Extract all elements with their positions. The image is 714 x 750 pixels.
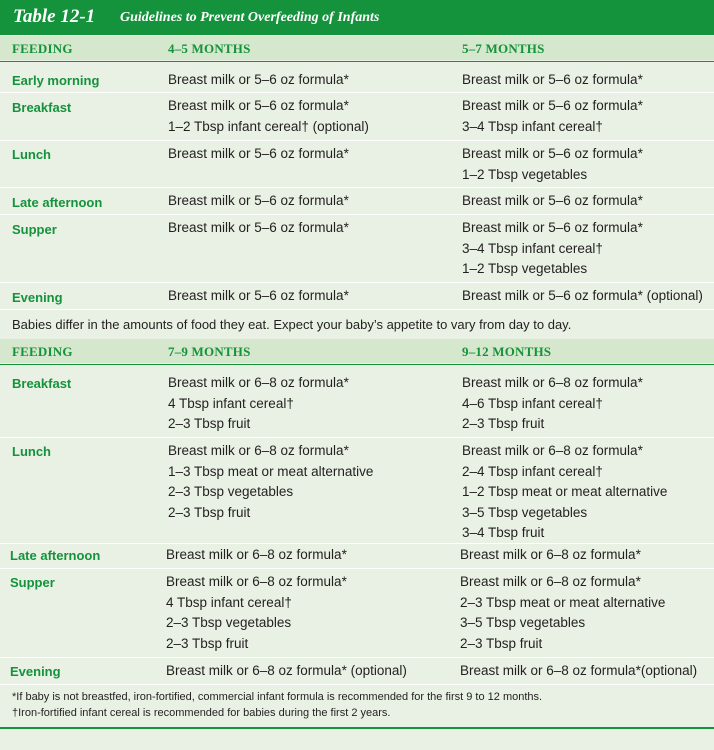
cell-supper-9-12	[460, 572, 665, 654]
cell-line: Breast milk or 5–6 oz formula*	[168, 193, 349, 208]
row-label-late-afternoon: Late afternoon	[10, 548, 101, 563]
cell-line: 4–6 Tbsp infant cereal†	[462, 395, 603, 411]
row-label-evening: Evening	[10, 664, 61, 679]
cell-line: Breast milk or 5–6 oz formula*	[168, 288, 349, 303]
cell-lunch-7-9	[168, 441, 373, 523]
cell-line: 2–3 Tbsp fruit	[168, 416, 251, 431]
cell-line: 2–3 Tbsp fruit	[462, 416, 545, 431]
cell-line: Breast milk or 6–8 oz formula*	[166, 574, 347, 589]
cell-line: 3–4 Tbsp infant cereal†	[462, 118, 603, 134]
cell-line: 4 Tbsp infant cereal†	[166, 594, 292, 610]
cell-breakfast-7-9	[168, 373, 349, 435]
cell-early-morning-4-5	[168, 70, 349, 91]
cell-line: Breast milk or 6–8 oz formula*	[168, 443, 349, 458]
row-label-evening: Evening	[12, 290, 63, 305]
cell-line: 1–3 Tbsp meat or meat alternative	[168, 463, 374, 479]
row-divider	[0, 309, 714, 310]
cell-late-afternoon-5-7	[462, 191, 643, 212]
cell-evening-7-9	[166, 661, 407, 682]
row-divider	[0, 282, 714, 283]
cell-breakfast-5-7	[462, 96, 643, 137]
cell-supper-5-7	[462, 218, 643, 280]
cell-line: 2–3 Tbsp vegetables	[166, 615, 292, 630]
table-title-bar	[0, 0, 714, 35]
cell-line: 4 Tbsp infant cereal†	[168, 395, 294, 411]
cell-line: Breast milk or 6–8 oz formula*	[168, 375, 349, 390]
cell-line: 2–3 Tbsp fruit	[168, 504, 251, 520]
row-label-lunch: Lunch	[12, 147, 51, 162]
cell-line: Breast milk or 6–8 oz formula*	[460, 574, 641, 589]
row-label-lunch: Lunch	[12, 444, 51, 459]
footnote-cereal: †Iron-fortified infant cereal is recommended for babies during the first 2 years.	[12, 707, 391, 719]
section1-header-band	[0, 36, 714, 60]
row-divider	[0, 140, 714, 141]
cell-supper-4-5	[168, 218, 349, 239]
row-label-breakfast: Breakfast	[12, 376, 72, 391]
section1-header-col1: 4–5 MONTHS	[168, 41, 251, 56]
cell-evening-9-12	[460, 661, 697, 682]
cell-late-afternoon-4-5	[168, 191, 349, 212]
row-divider	[0, 657, 714, 658]
row-divider	[0, 543, 714, 544]
cell-line: 2–4 Tbsp infant cereal†	[462, 463, 603, 479]
cell-supper-7-9	[166, 572, 347, 654]
section2-header-col1: 7–9 MONTHS	[168, 344, 251, 359]
cell-line: Breast milk or 6–8 oz formula*	[462, 375, 643, 390]
cell-lunch-9-12	[462, 441, 667, 544]
cell-evening-4-5	[168, 286, 349, 307]
cell-breakfast-4-5	[168, 96, 369, 137]
cell-line: 2–3 Tbsp fruit	[166, 635, 249, 651]
table-title: Guidelines to Prevent Overfeeding of Infants	[120, 10, 380, 25]
section2-header-rule	[0, 364, 714, 365]
cell-line: 3–5 Tbsp vegetables	[462, 504, 588, 520]
cell-line: Breast milk or 5–6 oz formula*	[168, 98, 349, 113]
row-divider	[0, 437, 714, 438]
cell-line: 3–4 Tbsp fruit	[462, 525, 545, 540]
row-divider	[0, 214, 714, 215]
cell-late-afternoon-9-12	[460, 545, 641, 566]
cell-line: Breast milk or 6–8 oz formula*	[166, 547, 347, 562]
appetite-note: Babies differ in the amounts of food they eat. Expect your baby’s appetite to vary from day to day.	[12, 317, 572, 332]
row-divider	[0, 92, 714, 93]
cell-line: Breast milk or 5–6 oz formula*	[462, 72, 643, 87]
cell-line: Breast milk or 5–6 oz formula*	[168, 72, 349, 87]
cell-line: 3–5 Tbsp vegetables	[460, 615, 586, 630]
cell-line: Breast milk or 5–6 oz formula*	[462, 146, 643, 161]
section1-header-rule	[0, 61, 714, 62]
row-label-late-afternoon: Late afternoon	[12, 195, 103, 210]
row-label-supper: Supper	[10, 575, 55, 590]
cell-line: 3–4 Tbsp infant cereal†	[462, 240, 603, 256]
cell-line: 2–3 Tbsp vegetables	[168, 484, 294, 499]
row-label-breakfast: Breakfast	[12, 100, 72, 115]
section2-header-band	[0, 339, 714, 363]
row-label-supper: Supper	[12, 222, 57, 237]
cell-line: 1–2 Tbsp vegetables	[462, 261, 588, 276]
row-divider	[0, 684, 714, 685]
cell-line: Breast milk or 6–8 oz formula*	[460, 547, 641, 562]
row-divider	[0, 568, 714, 569]
cell-line: 2–3 Tbsp fruit	[460, 635, 543, 651]
cell-line: Breast milk or 6–8 oz formula*	[462, 443, 643, 458]
cell-evening-5-7	[462, 286, 703, 307]
cell-line: Breast milk or 5–6 oz formula*	[168, 220, 349, 235]
cell-line: Breast milk or 5–6 oz formula*	[462, 193, 643, 208]
cell-line: 1–2 Tbsp meat or meat alternative	[462, 484, 668, 499]
section2-header-col2: 9–12 MONTHS	[462, 344, 552, 359]
cell-line: 1–2 Tbsp infant cereal† (optional)	[168, 118, 369, 134]
row-divider	[0, 187, 714, 188]
section2-header-feeding: FEEDING	[12, 344, 73, 359]
cell-line: Breast milk or 6–8 oz formula* (optional)	[166, 663, 407, 678]
table-number: Table 12-1	[13, 6, 96, 27]
cell-late-afternoon-7-9	[166, 545, 347, 566]
bottom-rule	[0, 727, 714, 729]
section1-header-feeding: FEEDING	[12, 41, 73, 56]
cell-lunch-5-7	[462, 144, 643, 185]
cell-line: Breast milk or 5–6 oz formula*	[462, 220, 643, 235]
row-label-early-morning: Early morning	[12, 73, 100, 88]
cell-line: 1–2 Tbsp vegetables	[462, 166, 588, 182]
cell-line: Breast milk or 5–6 oz formula*	[168, 146, 349, 161]
cell-line: Breast milk or 6–8 oz formula*(optional)	[460, 663, 698, 678]
cell-line: Breast milk or 5–6 oz formula*	[462, 98, 643, 113]
cell-breakfast-9-12	[462, 373, 643, 435]
footnote-formula: *If baby is not breastfed, iron-fortified, commercial infant formula is recommended for the first 9 to 12 months.	[12, 691, 543, 703]
cell-lunch-4-5	[168, 144, 349, 165]
cell-early-morning-5-7	[462, 70, 643, 91]
cell-line: 2–3 Tbsp meat or meat alternative	[460, 594, 666, 610]
cell-line: Breast milk or 5–6 oz formula* (optional)	[462, 288, 703, 303]
section1-header-col2: 5–7 MONTHS	[462, 41, 545, 56]
